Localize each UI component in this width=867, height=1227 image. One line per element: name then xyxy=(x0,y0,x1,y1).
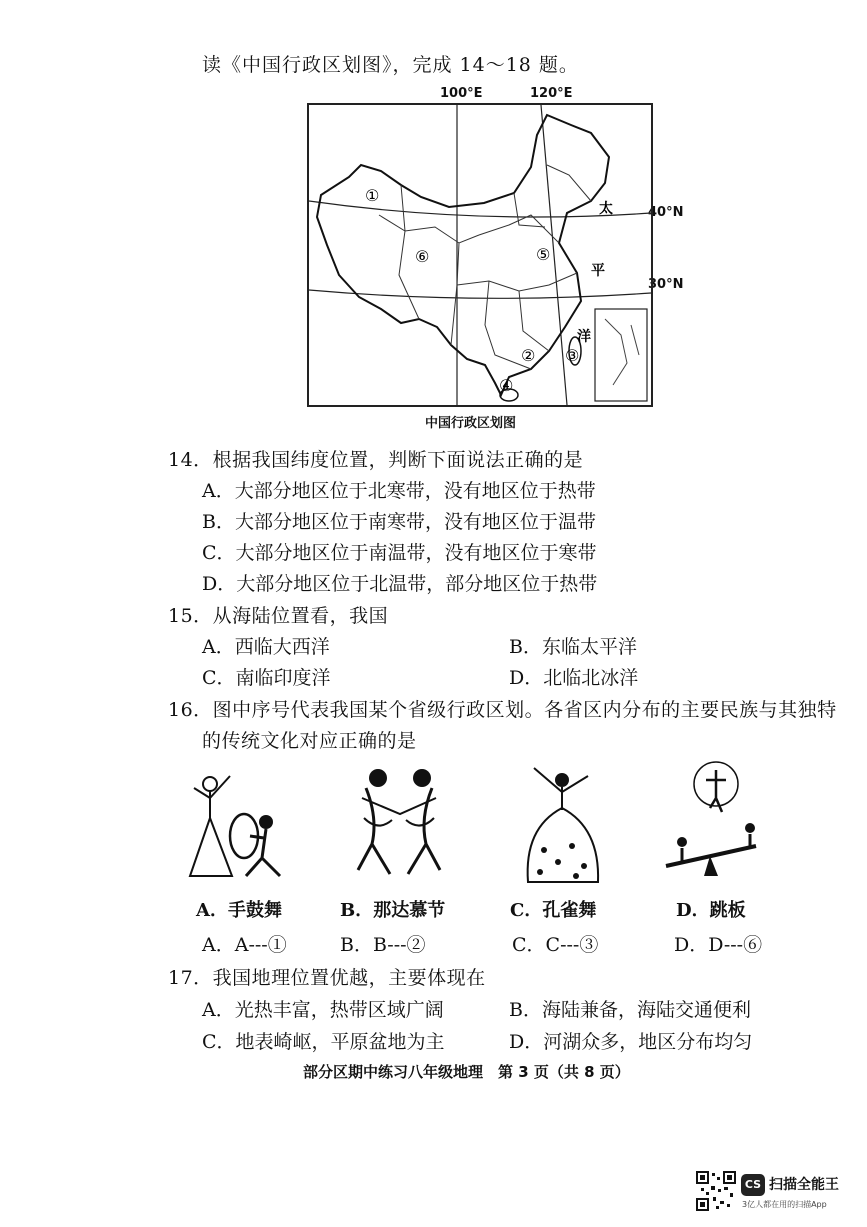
q15-option-b: B．东临太平洋 xyxy=(509,636,637,658)
camscanner-logo-icon: CS xyxy=(741,1174,765,1196)
figure-a-tambourine-dance xyxy=(180,758,292,888)
camscanner-name: 扫描全能王 xyxy=(769,1177,839,1193)
region-marker-1: ① xyxy=(365,186,380,205)
q17-option-b: B．海陆兼备，海陆交通便利 xyxy=(509,999,751,1021)
figure-c-peacock-dance xyxy=(514,758,610,888)
ocean-char-ping: 平 xyxy=(591,263,605,279)
question-16-stem-line1: 16．图中序号代表我国某个省级行政区划。各省区内分布的主要民族与其独特 xyxy=(168,699,837,721)
latitude-label-40: 40°N xyxy=(648,205,684,220)
ocean-char-yang: 洋 xyxy=(577,329,591,345)
figure-b-naadam-festival xyxy=(336,758,462,888)
q17-option-c: C．地表崎岖，平原盆地为主 xyxy=(202,1031,445,1053)
latitude-label-30: 30°N xyxy=(648,277,684,292)
q16-option-a: A．A---① xyxy=(202,934,287,956)
question-intro: 读《中国行政区划图》，完成 14～18 题。 xyxy=(202,54,579,76)
question-15-stem: 15．从海陆位置看，我国 xyxy=(168,605,389,627)
region-marker-3: ③ xyxy=(565,346,580,365)
q15-option-c: C．南临印度洋 xyxy=(202,667,331,689)
camscanner-tagline: 3亿人都在用的扫描App xyxy=(742,1200,827,1209)
figure-c-label: C．孔雀舞 xyxy=(510,900,597,921)
question-14-stem: 14．根据我国纬度位置，判断下面说法正确的是 xyxy=(168,449,584,471)
q16-option-c: C．C---③ xyxy=(512,934,599,956)
page-footer: 部分区期中练习八年级地理 第 3 页（共 8 页） xyxy=(303,1063,630,1081)
region-marker-4: ④ xyxy=(499,376,514,395)
figure-a-label: A．手鼓舞 xyxy=(196,900,282,921)
q14-option-a: A．大部分地区位于北寒带，没有地区位于热带 xyxy=(202,480,596,502)
q17-option-d: D．河湖众多，地区分布均匀 xyxy=(509,1031,753,1053)
ocean-char-tai: 太 xyxy=(599,201,613,217)
region-marker-5: ⑤ xyxy=(536,245,551,264)
question-16-stem-line2: 的传统文化对应正确的是 xyxy=(202,730,417,752)
china-admin-map xyxy=(307,103,653,407)
q17-option-a: A．光热丰富，热带区域广阔 xyxy=(202,999,444,1021)
q15-option-a: A．西临大西洋 xyxy=(202,636,330,658)
question-17-stem: 17．我国地理位置优越，主要体现在 xyxy=(168,967,486,989)
qr-code-icon xyxy=(696,1171,736,1211)
figure-d-label: D．跳板 xyxy=(676,900,746,921)
q16-option-d: D．D---⑥ xyxy=(674,934,763,956)
longitude-label-120: 120°E xyxy=(530,86,573,101)
figure-b-label: B．那达慕节 xyxy=(340,900,446,921)
q16-option-b: B．B---② xyxy=(340,934,426,956)
longitude-label-100: 100°E xyxy=(440,86,483,101)
figure-d-seesaw-jump xyxy=(660,758,772,888)
region-marker-2: ② xyxy=(521,346,536,365)
q14-option-b: B．大部分地区位于南寒带，没有地区位于温带 xyxy=(202,511,596,533)
region-marker-6: ⑥ xyxy=(415,247,430,266)
q14-option-c: C．大部分地区位于南温带，没有地区位于寒带 xyxy=(202,542,597,564)
map-caption: 中国行政区划图 xyxy=(425,416,517,431)
q15-option-d: D．北临北冰洋 xyxy=(509,667,639,689)
china-map-drawing xyxy=(309,105,651,405)
q14-option-d: D．大部分地区位于北温带，部分地区位于热带 xyxy=(202,573,598,595)
